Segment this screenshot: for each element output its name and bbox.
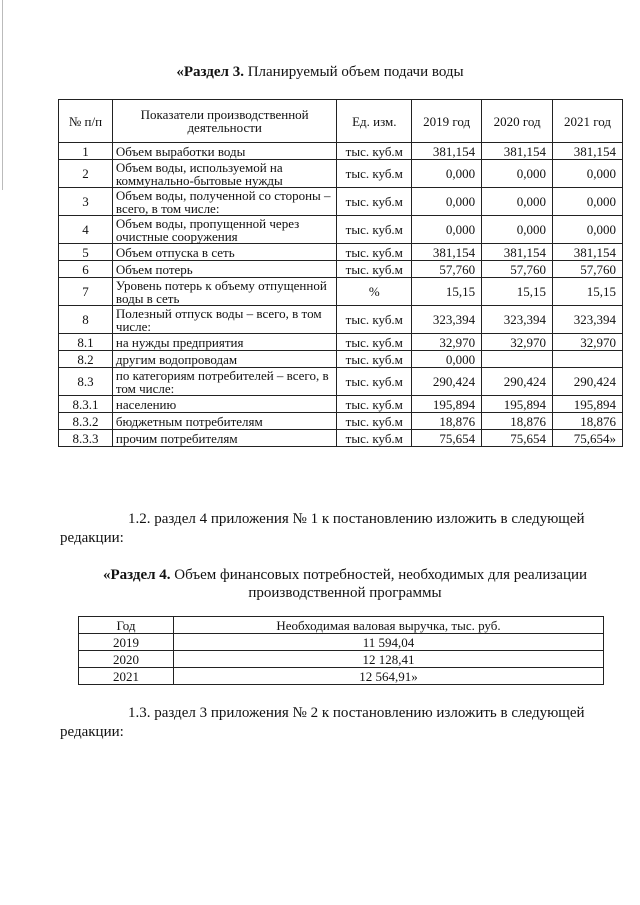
row-unit: тыс. куб.м xyxy=(337,160,412,188)
row-2020 xyxy=(482,351,553,368)
table-row xyxy=(59,334,623,351)
paragraph-1-2-line2: редакции: xyxy=(60,530,124,546)
row-num: 8.2 xyxy=(59,351,113,368)
row-indicator: по категориям потребителей – всего, в том числе: xyxy=(112,368,336,396)
row-unit: тыс. куб.м xyxy=(337,261,412,278)
row-revenue: 11 594,04 xyxy=(174,634,604,651)
table-row xyxy=(59,430,623,447)
row-year: 2021 xyxy=(79,668,174,685)
row-unit: тыс. куб.м xyxy=(337,430,412,447)
row-indicator: прочим потребителям xyxy=(112,430,336,447)
table-row xyxy=(59,143,623,160)
row-num: 8.1 xyxy=(59,334,113,351)
row-2021: 18,876 xyxy=(553,413,623,430)
row-2021: 75,654» xyxy=(553,430,623,447)
row-2019: 0,000 xyxy=(412,351,482,368)
row-2019: 323,394 xyxy=(412,306,482,334)
row-2019: 195,894 xyxy=(412,396,482,413)
table-row xyxy=(79,634,604,651)
header-unit: Ед. изм. xyxy=(337,100,412,143)
row-indicator: бюджетным потребителям xyxy=(112,413,336,430)
row-indicator: Объем выработки воды xyxy=(112,143,336,160)
row-unit: % xyxy=(337,278,412,306)
row-year: 2019 xyxy=(79,634,174,651)
row-unit: тыс. куб.м xyxy=(337,244,412,261)
table-row xyxy=(59,278,623,306)
row-2021: 195,894 xyxy=(553,396,623,413)
header-year: Год xyxy=(79,617,174,634)
row-2019: 381,154 xyxy=(412,244,482,261)
section4-heading-line2: производственной программы xyxy=(248,585,442,601)
row-num: 8.3.2 xyxy=(59,413,113,430)
section3-heading-text: Планируемый объем подачи воды xyxy=(243,64,464,80)
table-row xyxy=(59,160,623,188)
row-num: 8.3.3 xyxy=(59,430,113,447)
row-year: 2020 xyxy=(79,651,174,668)
row-num: 8.3.1 xyxy=(59,396,113,413)
water-supply-table xyxy=(58,99,623,447)
row-num: 3 xyxy=(59,188,113,216)
row-2019: 32,970 xyxy=(412,334,482,351)
table-row xyxy=(59,306,623,334)
revenue-table xyxy=(78,616,604,685)
row-2020: 0,000 xyxy=(482,216,553,244)
table-header-row xyxy=(79,617,604,634)
header-indicator: Показатели производственной деятельности xyxy=(112,100,336,143)
row-2021: 323,394 xyxy=(553,306,623,334)
header-2021: 2021 год xyxy=(553,100,623,143)
row-indicator: другим водопроводам xyxy=(112,351,336,368)
row-2019: 381,154 xyxy=(412,143,482,160)
row-2020: 75,654 xyxy=(482,430,553,447)
row-2021: 15,15 xyxy=(553,278,623,306)
header-2019: 2019 год xyxy=(412,100,482,143)
row-unit: тыс. куб.м xyxy=(337,368,412,396)
table-row xyxy=(59,188,623,216)
row-unit: тыс. куб.м xyxy=(337,216,412,244)
row-2020: 0,000 xyxy=(482,160,553,188)
row-num: 2 xyxy=(59,160,113,188)
row-2019: 290,424 xyxy=(412,368,482,396)
row-2021: 57,760 xyxy=(553,261,623,278)
row-indicator: Полезный отпуск воды – всего, в том числе: xyxy=(112,306,336,334)
section4-heading xyxy=(60,566,630,602)
paragraph-1-3 xyxy=(60,704,608,742)
row-2019: 0,000 xyxy=(412,160,482,188)
table-row xyxy=(59,244,623,261)
section3-heading-bold: «Раздел 3. xyxy=(176,64,244,80)
paragraph-1-3-line2: редакции: xyxy=(60,724,124,740)
row-num: 6 xyxy=(59,261,113,278)
row-unit: тыс. куб.м xyxy=(337,188,412,216)
paragraph-1-2 xyxy=(60,510,608,548)
header-num: № п/п xyxy=(59,100,113,143)
row-2021: 0,000 xyxy=(553,216,623,244)
scan-edge-line xyxy=(2,0,3,190)
row-num: 8.3 xyxy=(59,368,113,396)
table-row xyxy=(59,261,623,278)
row-revenue: 12 128,41 xyxy=(174,651,604,668)
table-row xyxy=(59,396,623,413)
row-unit: тыс. куб.м xyxy=(337,351,412,368)
row-2019: 75,654 xyxy=(412,430,482,447)
row-num: 1 xyxy=(59,143,113,160)
row-num: 4 xyxy=(59,216,113,244)
paragraph-1-2-line1: 1.2. раздел 4 приложения № 1 к постановлению изложить в следующей xyxy=(128,511,585,527)
row-revenue: 12 564,91» xyxy=(174,668,604,685)
row-2021 xyxy=(553,351,623,368)
row-2020: 195,894 xyxy=(482,396,553,413)
row-unit: тыс. куб.м xyxy=(337,413,412,430)
row-indicator: Объем потерь xyxy=(112,261,336,278)
row-indicator: Объем воды, пропущенной через очистные сооружения xyxy=(112,216,336,244)
row-num: 7 xyxy=(59,278,113,306)
table-row xyxy=(59,216,623,244)
header-2020: 2020 год xyxy=(482,100,553,143)
section4-heading-bold: «Раздел 4. xyxy=(102,567,171,583)
table-row xyxy=(79,651,604,668)
row-2020: 32,970 xyxy=(482,334,553,351)
table-header-row xyxy=(59,100,623,143)
row-2021: 32,970 xyxy=(553,334,623,351)
row-indicator: Объем воды, полученной со стороны – всего, в том числе: xyxy=(112,188,336,216)
row-2020: 0,000 xyxy=(482,188,553,216)
row-indicator: Объем отпуска в сеть xyxy=(112,244,336,261)
row-2019: 18,876 xyxy=(412,413,482,430)
row-indicator: Объем воды, используемой на коммунально-бытовые нужды xyxy=(112,160,336,188)
row-2020: 18,876 xyxy=(482,413,553,430)
row-unit: тыс. куб.м xyxy=(337,396,412,413)
table-row xyxy=(59,351,623,368)
table-row xyxy=(79,668,604,685)
row-unit: тыс. куб.м xyxy=(337,143,412,160)
row-2020: 290,424 xyxy=(482,368,553,396)
section3-heading xyxy=(0,64,640,81)
table-row xyxy=(59,368,623,396)
row-2019: 15,15 xyxy=(412,278,482,306)
row-2021: 0,000 xyxy=(553,188,623,216)
row-num: 8 xyxy=(59,306,113,334)
row-2019: 57,760 xyxy=(412,261,482,278)
row-num: 5 xyxy=(59,244,113,261)
row-indicator: населению xyxy=(112,396,336,413)
row-2020: 381,154 xyxy=(482,244,553,261)
row-2020: 15,15 xyxy=(482,278,553,306)
row-2019: 0,000 xyxy=(412,216,482,244)
row-indicator: на нужды предприятия xyxy=(112,334,336,351)
row-2021: 381,154 xyxy=(553,244,623,261)
paragraph-1-3-line1: 1.3. раздел 3 приложения № 2 к постановлению изложить в следующей xyxy=(128,705,585,721)
row-2021: 381,154 xyxy=(553,143,623,160)
header-revenue: Необходимая валовая выручка, тыс. руб. xyxy=(174,617,604,634)
row-unit: тыс. куб.м xyxy=(337,334,412,351)
row-2019: 0,000 xyxy=(412,188,482,216)
table-row xyxy=(59,413,623,430)
row-2020: 57,760 xyxy=(482,261,553,278)
row-2020: 381,154 xyxy=(482,143,553,160)
row-unit: тыс. куб.м xyxy=(337,306,412,334)
row-indicator: Уровень потерь к объему отпущенной воды в сеть xyxy=(112,278,336,306)
row-2021: 0,000 xyxy=(553,160,623,188)
row-2020: 323,394 xyxy=(482,306,553,334)
section4-heading-text: Объем финансовых потребностей, необходимых для реализации xyxy=(170,567,588,583)
row-2021: 290,424 xyxy=(553,368,623,396)
